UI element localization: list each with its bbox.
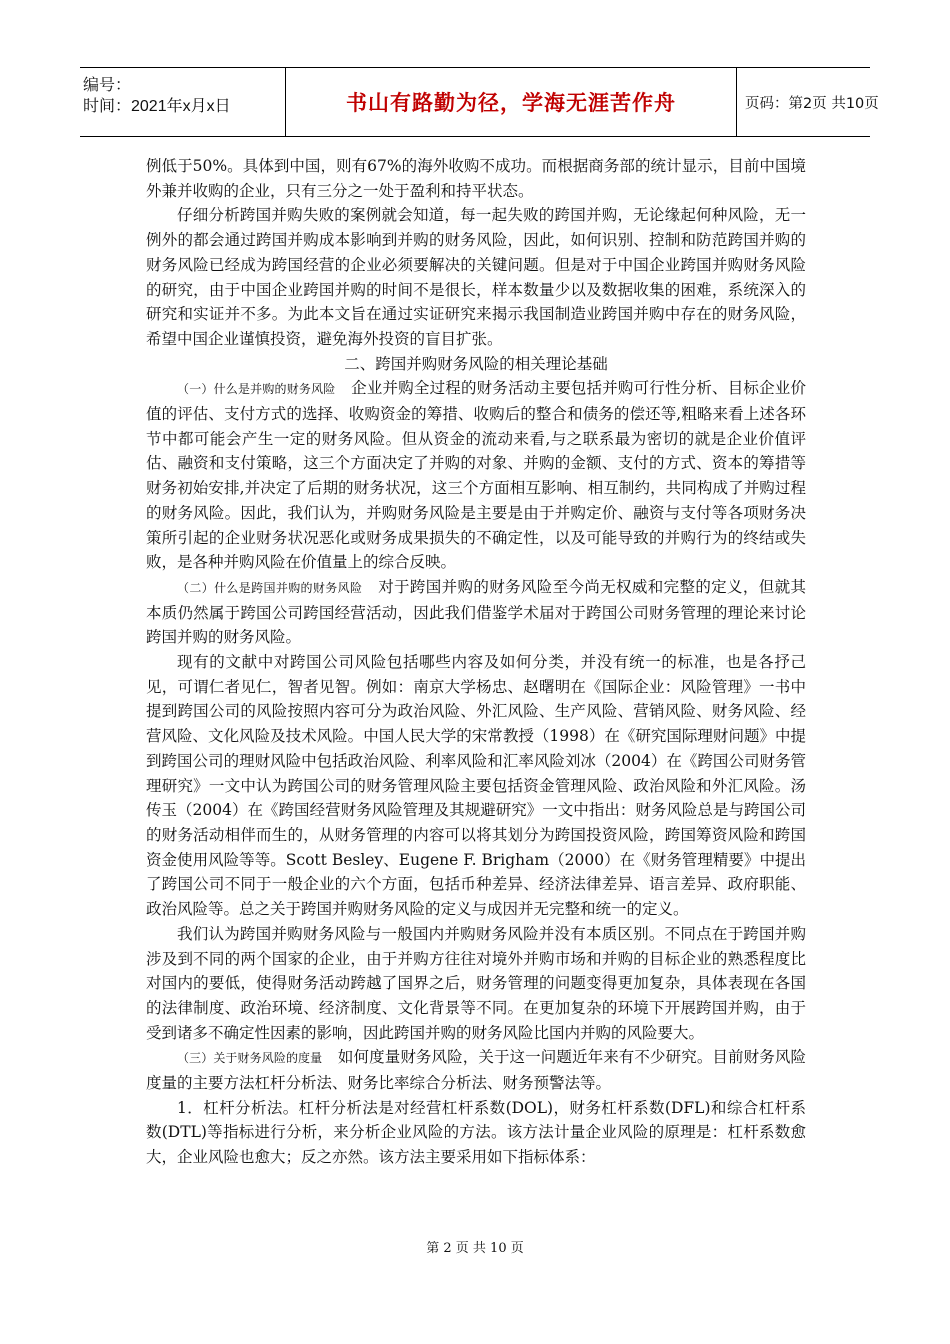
paragraph: 1．杠杆分析法。杠杆分析法是对经营杠杆系数(DOL)，财务杠杆系数(DFL)和综合杠杆系数(DTL)等指标进行分析，来分析企业风险的方法。该方法计量企业风险的原理是：杠杆系数愈大，企业风险也愈大；反之亦然。该方法主要采用如下指标体系： (146, 1098, 806, 1167)
subsection-heading: （二）什么是跨国并购的财务风险 (177, 580, 363, 595)
paragraph (146, 376, 806, 575)
paragraph-text: 如何度量财务风险，关于这一问题近年来有不少研究。目前财务风险度量的主要方法杠杆分析法、财务比率综合分析法、财务预警法等。 (146, 1048, 806, 1093)
subsection-heading: （一）什么是并购的财务风险 (177, 382, 336, 397)
paragraph: 我们认为跨国并购财务风险与一般国内并购财务风险并没有本质区别。不同点在于跨国并购涉及到不同的两个国家的企业，由于并购方往往对境外并购市场和并购的目标企业的熟悉程度比对国内的要低，使得财务活动跨越了国界之后，财务管理的问题变得更加复杂，具体表现在各国的法律制度、政治环境、经济制度、文化背景等不同。在更加复杂的环境下开展跨国并购，由于受到诸多不确定性因素的影响，因此跨国并购的财务风险比国内并购的风险要大。 (146, 924, 806, 1042)
header-page-number: 页码：第2页 共10页 (745, 95, 879, 112)
document-body (146, 154, 806, 1170)
header-motto: 书山有路勤为径，学海无涯苦作舟 (286, 68, 737, 136)
document-number-label: 编号： (83, 77, 132, 94)
header-info-cell (80, 68, 286, 136)
page-footer: 第 2 页 共 10 页 (426, 1241, 524, 1256)
paragraph-text: 企业并购全过程的财务活动主要包括并购可行性分析、目标企业价值的评估、支付方式的选择、收购资金的筹措、收购后的整合和债务的偿还等,粗略来看上述各环节中都可能会产生一定的财务风险。但从资金的流动来看,与之联系最为密切的就是企业价值评估、融资和支付策略，这三个方面决定了并购的对象、并购的金额、支付的方式、资本的筹措等财务初始安排,并决定了后期的财务状况，这三个方面相互影响、相互制约，共同构成了并购过程的财务风险。因此，我们认为，并购财务风险是主要是由于并购定价、融资与支付等各项财务决策所引起的企业财务状况恶化或财务成果损失的不确定性，以及可能导致的并购行为的终结或失败，是各种并购风险在价值量上的综合反映。 (146, 379, 806, 572)
paragraph: 例低于50%。具体到中国，则有67%的海外收购不成功。而根据商务部的统计显示，目前中国境外兼并收购的企业，只有三分之一处于盈利和持平状态。 (146, 157, 806, 200)
paragraph: 仔细分析跨国并购失败的案例就会知道，每一起失败的跨国并购，无论缘起何种风险，无一例外的都会通过跨国并购成本影响到并购的财务风险，因此，如何识别、控制和防范跨国并购的财务风险已经成为跨国经营的企业必须要解决的关键问题。但是对于中国企业跨国并购财务风险的研究，由于中国企业跨国并购的时间不是很长，样本数量少以及数据收集的困难，系统深入的研究和实证并不多。为此本文旨在通过实证研究来揭示我国制造业跨国并购中存在的财务风险，希望中国企业谨慎投资，避免海外投资的盲目扩张。 (146, 206, 806, 348)
paragraph (146, 1045, 806, 1095)
paragraph-text: 对于跨国并购的财务风险至今尚无权威和完整的定义，但就其本质仍然属于跨国公司跨国经营活动，因此我们借鉴学术届对于跨国公司财务管理的理论来讨论跨国并购的财务风险。 (146, 577, 806, 647)
page-header (80, 67, 879, 137)
subsection-heading: （三）关于财务风险的度量 (177, 1051, 323, 1066)
document-date-label: 时间：2021年x月x日 (83, 98, 231, 115)
section-heading: 二、跨国并购财务风险的相关理论基础 (344, 354, 608, 373)
paragraph (146, 575, 806, 650)
paragraph: 现有的文献中对跨国公司风险包括哪些内容及如何分类，并没有统一的标准，也是各抒己见，可谓仁者见仁，智者见智。例如：南京大学杨忠、赵曙明在《国际企业：风险管理》一书中提到跨国公司的风险按照内容可分为政治风险、外汇风险、生产风险、营销风险、财务风险、经营风险、文化风险及技术风险。中国人民大学的宋常教授（1998）在《研究国际理财问题》中提到跨国公司的理财风险中包括政治风险、利率风险和汇率风险刘冰（2004）在《跨国公司财务管理研究》一文中认为跨国公司的财务管理风险主要包括资金管理风险、政治风险和外汇风险。汤传玉（2004）在《跨国经营财务风险管理及其规避研究》一文中指出：财务风险总是与跨国公司的财务活动相伴而生的，从财务管理的内容可以将其划分为跨国投资风险，跨国筹资风险和跨国资金使用风险等等。Scott Besley、Eugene F. Brigham（2000）在《财务管理精要》中提出了跨国公司不同于一般企业的六个方面，包括币种差异、经济法律差异、语言差异、政府职能、政治风险等。总之关于跨国并购财务风险的定义与成因并无完整和统一的定义。 (146, 653, 806, 919)
